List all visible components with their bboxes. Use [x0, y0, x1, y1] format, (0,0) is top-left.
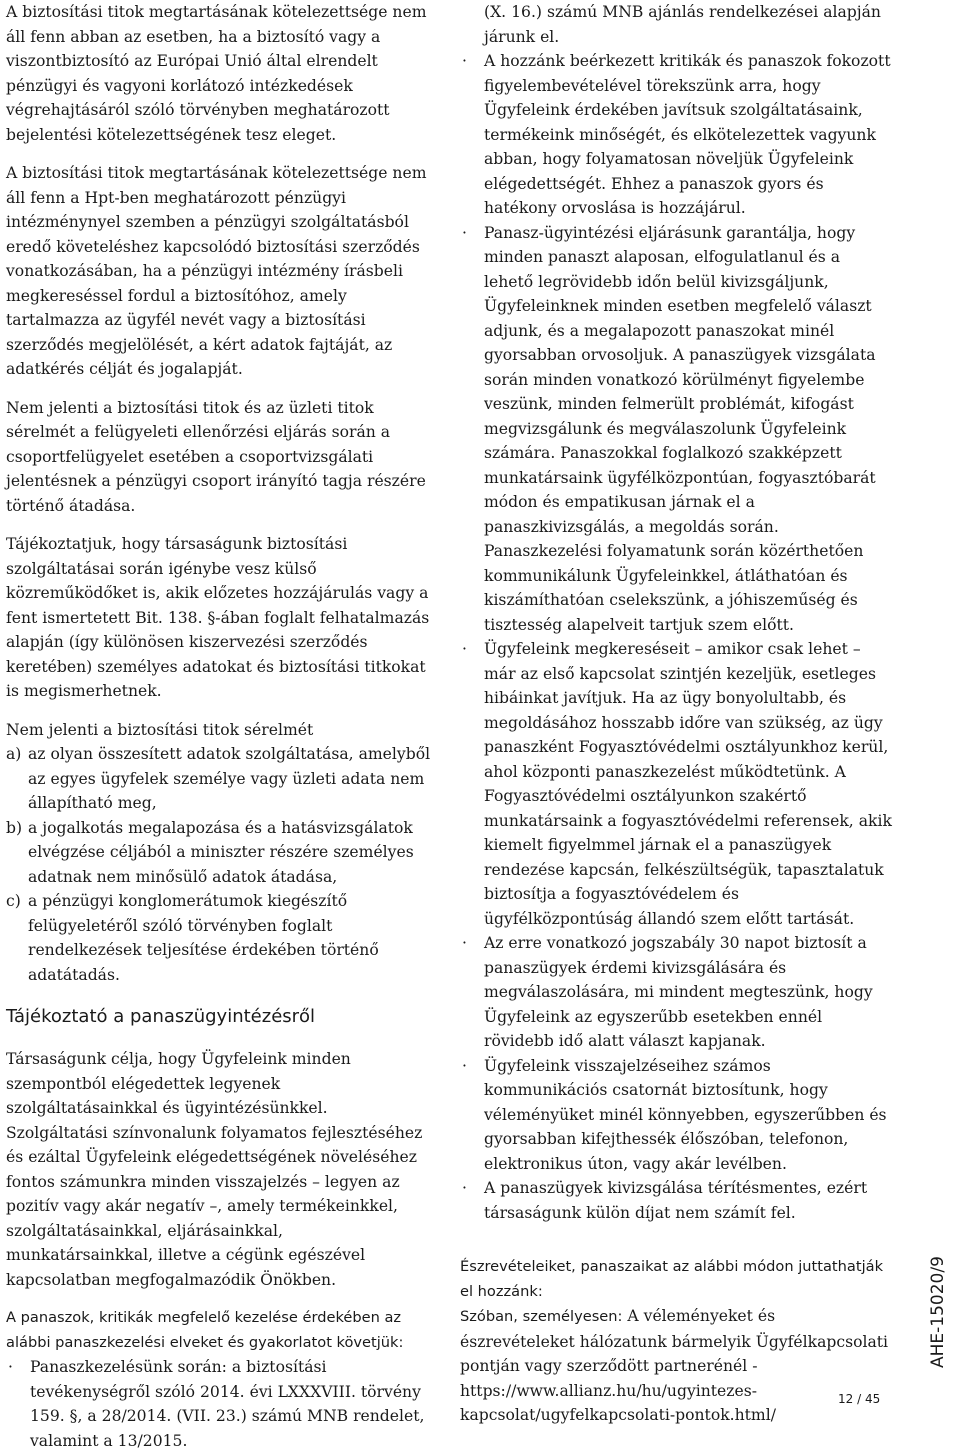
paragraph-eu-restrictions: A biztosítási titok megtartásának kötelezettsége nem áll fenn abban az esetben, ha a biztosító vagy a viszontbiztosító az Európai Unió által elrendelt pénzügyi és vagyoni korlátozó intézkedések végrehajtásáról szóló törvényben meghatározott bejelentési kötelezettségének tesz eleget. — [6, 3, 427, 144]
list-item: · Panaszkezelésünk során: a biztosítási tevékenységről szóló 2014. évi LXXXVIII. törvény 159. §, a 28/2014. (VII. 23.) számú MNB rendelet, valamint a 13/2015. — [6, 1355, 434, 1453]
paragraph-external-contractors: Tájékoztatjuk, hogy társaságunk biztosítási szolgáltatásai során igénybe vesz külső közreműködőket is, akik előzetes hozzájárulás vagy a fent ismertetett Bit. 138. §-ában foglalt felhatalmazás alapján (így különösen kiszervezési szerződés keretében) személyes adatokat és biztosítási titkokat is megismerhetnek. — [6, 535, 430, 700]
paragraph-company-goal: Társaságunk célja, hogy Ügyfeleink minden szempontból elégedettek legyenek szolgáltatásainkkal és ügyintézésünkkel. Szolgáltatási színvonalunk folyamatos fejlesztéséhez és ezáltal Ügyfeleink elégedettségének növeléséhez fontos számunkra minden visszajelzés – legyen az pozitív vagy akár negatív –, amely termékeinkkel, szolgáltatásainkkal, eljárásainkkal, munkatársainkkal, illetve a cégünk egészével kapcsolatban megfogalmazódik Önökben. — [6, 1050, 423, 1289]
bullet-icon: · — [462, 640, 467, 658]
principles-list-start — [6, 1355, 434, 1453]
left-column — [6, 0, 434, 1453]
list-item: b) a jogalkotás megalapozása és a hatásvizsgálatok elvégzése céljából a miniszter részére személyes adatnak nem minősülő adatok átadása, — [6, 818, 414, 886]
contact-in-person — [460, 1304, 892, 1428]
contact-text: A véleményeket és észrevételeket hálózatunk bármelyik Ügyfélkapcsolati pontján vagy szerződött partnerénél - https://www.allianz.hu/hu/ugyintezes-kapcsolat/ugyfelkapcsolati-pontok.html/ — [460, 1307, 889, 1424]
document-code: AHE-15020/9 — [928, 1256, 948, 1368]
page-number: 12 / 45 — [838, 1392, 881, 1406]
contact-section — [460, 1255, 892, 1428]
list-item: · A hozzánk beérkezett kritikák és panaszok fokozott figyelembevételével törekszünk arra, hogy Ügyfeleink érdekében javítsuk szolgáltatásaink, termékeink minőségét, és elkötelezettek vagyunk abban, hogy folyamatosan növeljük Ügyfeleink elégedettségét. Ehhez a panaszok gyors és hatékony orvoslása is hozzájárul. — [460, 49, 892, 221]
bullet-icon: · — [462, 52, 467, 70]
paragraph-group-supervision: Nem jelenti a biztosítási titok és az üzleti titok sérelmét a felügyeleti ellenőrzési eljárás során a csoportfelügyelet esetében a csoportvizsgálati jelentésnek a pénzügyi csoport irányító tagja részére történő átadása. — [6, 398, 426, 515]
contact-label: Szóban, személyesen: — [460, 1308, 623, 1325]
section-heading-complaints: Tájékoztató a panaszügyintézésről — [6, 1006, 316, 1027]
list-item: · Ügyfeleink visszajelzéseihez számos kommunikációs csatornát biztosítunk, hogy véleményüket minél könnyebben, egyszerűbben és gyorsabban kifejthessék élőszóban, telefonon, elektronikus úton, vagy akár levélben. — [460, 1054, 892, 1177]
lettered-list — [6, 742, 434, 987]
right-column — [460, 0, 892, 1428]
bullet-icon: · — [462, 1179, 467, 1197]
list-item: · Ügyfeleink megkereséseit – amikor csak lehet – már az első kapcsolat szintjén kezeljük, esetleges hibáinkat javítjuk. Ha az ügy bonyolultabb, és megoldásához hosszabb időre van szükség, az ügy panaszként Fogyasztóvédelmi osztályunkhoz kerül, ahol központi panaszkezelést működtetünk. A Fogyasztóvédelmi osztályunkon szakértő munkatársaink a fogyasztóvédelmi referensek, akik kiemelt figyelmmel járnak el a panaszügyek rendezése kapcsán, felkészültségük, tapasztalatuk biztosítja a fogyasztóvédelem és ügyfélközpontúság állandó szem előtt tartását. — [460, 637, 892, 931]
list-item: · Panasz-ügyintézési eljárásunk garantálja, hogy minden panaszt alaposan, elfogulatlanul és a lehető legrövidebb időn belül kivizsgáljunk, Ügyfeleinknek minden esetben megfelelő választ adjunk, és a megalapozott panaszokat minél gyorsabban orvosoljuk. A panaszügyek vizsgálata során minden vonatkozó körülményt figyelembe veszünk, minden felmerült problémát, kifogást megvizsgálunk és megválaszolunk Ügyfeleink számára. Panaszokkal foglalkozó szakképzett munkatársaink ügyfélközpontúan, fogyasztóbarát módon és empatikusan járnak el a panaszkivizsgálás, a megoldás során. Panaszkezelési folyamatunk során közérthetően kommunikálunk Ügyfeleinkkel, átláthatóan és kiszámíthatóan cselekszünk, a jóhiszeműség és tisztesség alapelveit tartjuk szem előtt. — [460, 221, 892, 638]
list-item: a) az olyan összesített adatok szolgáltatása, amelyből az egyes ügyfelek személye vagy üzleti adata nem állapítható meg, — [6, 745, 431, 812]
list-item: · Az erre vonatkozó jogszabály 30 napot biztosít a panaszügyek érdemi kivizsgálására és megválaszolására, mi mindent megteszünk, hogy Ügyfeleink az egyszerűbb esetekben ennél rövidebb idő alatt választ kapjanak. — [460, 931, 892, 1054]
bullet-icon: · — [462, 223, 467, 242]
bullet-icon: · — [462, 934, 467, 952]
bullet-icon: · — [462, 1056, 467, 1075]
list-item: c) a pénzügyi konglomerátumok kiegészítő felügyeletéről szóló törvényben foglalt rendelkezések teljesítése érdekében történő adatátadás. — [6, 892, 379, 984]
paragraph-secrecy-intro: Nem jelenti a biztosítási titok sérelmét — [6, 720, 314, 739]
bullet-icon: · — [8, 1358, 13, 1376]
principles-list — [460, 49, 892, 1225]
contact-title: Észrevételeiket, panaszaikat az alábbi módon juttathatják el hozzánk: — [460, 1258, 884, 1300]
paragraph-hpt-institution: A biztosítási titok megtartásának kötelezettsége nem áll fenn a Hpt-ben meghatározott pénzügyi intézménynyel szemben a pénzügyi szolgáltatásból eredő követeléshez kapcsolódó biztosítási szerződés vonatkozásában, ha a pénzügyi intézmény írásbeli megkereséssel fordul a biztosítóhoz, amely tartalmazza az ügyfél nevét vagy a biztosítási szerződés megjelölését, a kért adatok fajtáját, az adatkérés célját és jogalapját. — [6, 164, 427, 378]
list-item: · A panaszügyek kivizsgálása térítésmentes, ezért társaságunk külön díjat nem számít fel. — [460, 1176, 892, 1225]
bullet-continuation: (X. 16.) számú MNB ajánlás rendelkezései alapján járunk el. — [484, 3, 881, 46]
principles-lead: A panaszok, kritikák megfelelő kezelése érdekében az alábbi panaszkezelési elveket és gyakorlatot követjük: — [6, 1309, 404, 1351]
